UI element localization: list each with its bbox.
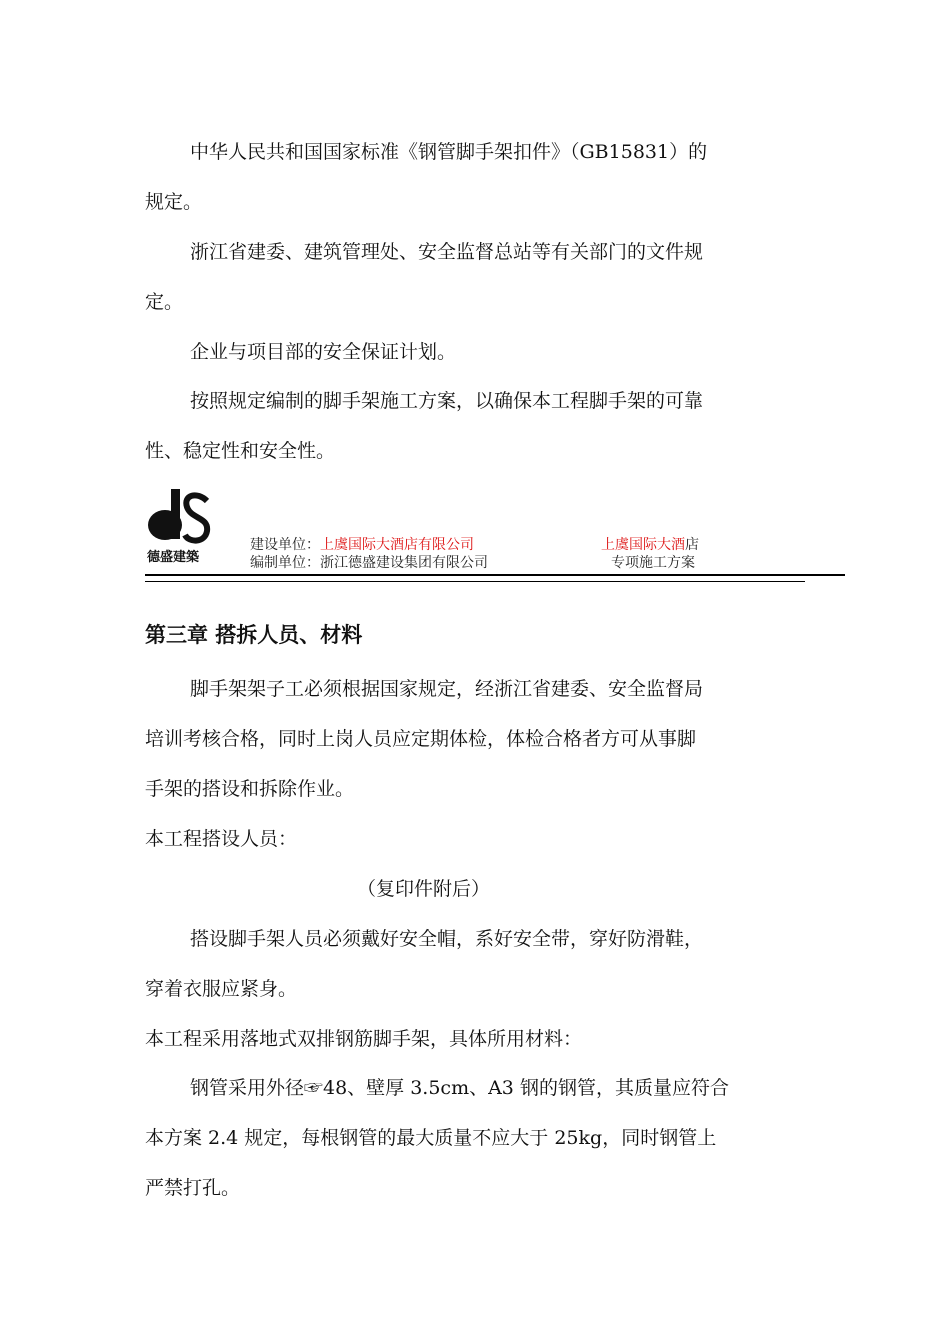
- build-unit-label: 建设单位：: [250, 537, 320, 553]
- project-name-black: 店: [685, 537, 699, 553]
- logo-text: 德盛建築: [147, 550, 200, 565]
- para-line: 搭设脚手架人员必须戴好安全帽，系好安全带，穿好防滑鞋，: [190, 928, 704, 950]
- para-line: 手架的搭设和拆除作业。: [145, 778, 355, 800]
- para-line: 钢管采用外径☞48、壁厚 3.5cm、A3 钢的钢管，其质量应符合: [190, 1077, 729, 1099]
- compile-unit-value: 浙江德盛建设集团有限公司: [320, 555, 488, 571]
- para-line: 规定。: [145, 191, 203, 213]
- company-logo: [145, 487, 217, 567]
- para-line: 浙江省建委、建筑管理处、安全监督总站等有关部门的文件规: [190, 241, 704, 263]
- compile-unit-label: 编制单位：: [250, 555, 320, 571]
- para-line: 定。: [145, 291, 184, 313]
- para-line: 穿着衣服应紧身。: [145, 978, 298, 1000]
- compile-unit-row: [250, 555, 488, 571]
- doc-type: 专项施工方案: [611, 555, 695, 571]
- project-name-red: 上虞国际大酒: [601, 537, 685, 553]
- chapter-title: 第三章 搭拆人员、材料: [145, 623, 363, 647]
- para-line: 本方案 2.4 规定，每根钢管的最大质量不应大于 25kg，同时钢管上: [145, 1127, 717, 1149]
- build-unit-value: 上虞国际大酒店有限公司: [320, 537, 474, 553]
- para-line: 按照规定编制的脚手架施工方案，以确保本工程脚手架的可靠: [190, 390, 704, 412]
- para-line: 培训考核合格，同时上岗人员应定期体检，体检合格者方可从事脚: [145, 728, 697, 750]
- header-divider-thick: [145, 574, 845, 576]
- para-line: （复印件附后）: [357, 878, 491, 900]
- header-divider-thin: [145, 581, 805, 582]
- para-line: 本工程搭设人员：: [145, 828, 298, 850]
- para-line: 企业与项目部的安全保证计划。: [190, 341, 457, 363]
- para-line: 性、稳定性和安全性。: [145, 440, 336, 462]
- para-line: 严禁打孔。: [145, 1177, 241, 1199]
- project-name: [601, 537, 699, 553]
- build-unit-row: [250, 537, 474, 553]
- para-line: 中华人民共和国国家标准《钢管脚手架扣件》（GB15831）的: [190, 141, 708, 163]
- para-line: 本工程采用落地式双排钢筋脚手架，具体所用材料：: [145, 1028, 583, 1050]
- para-line: 脚手架架子工必须根据国家规定，经浙江省建委、安全监督局: [190, 678, 704, 700]
